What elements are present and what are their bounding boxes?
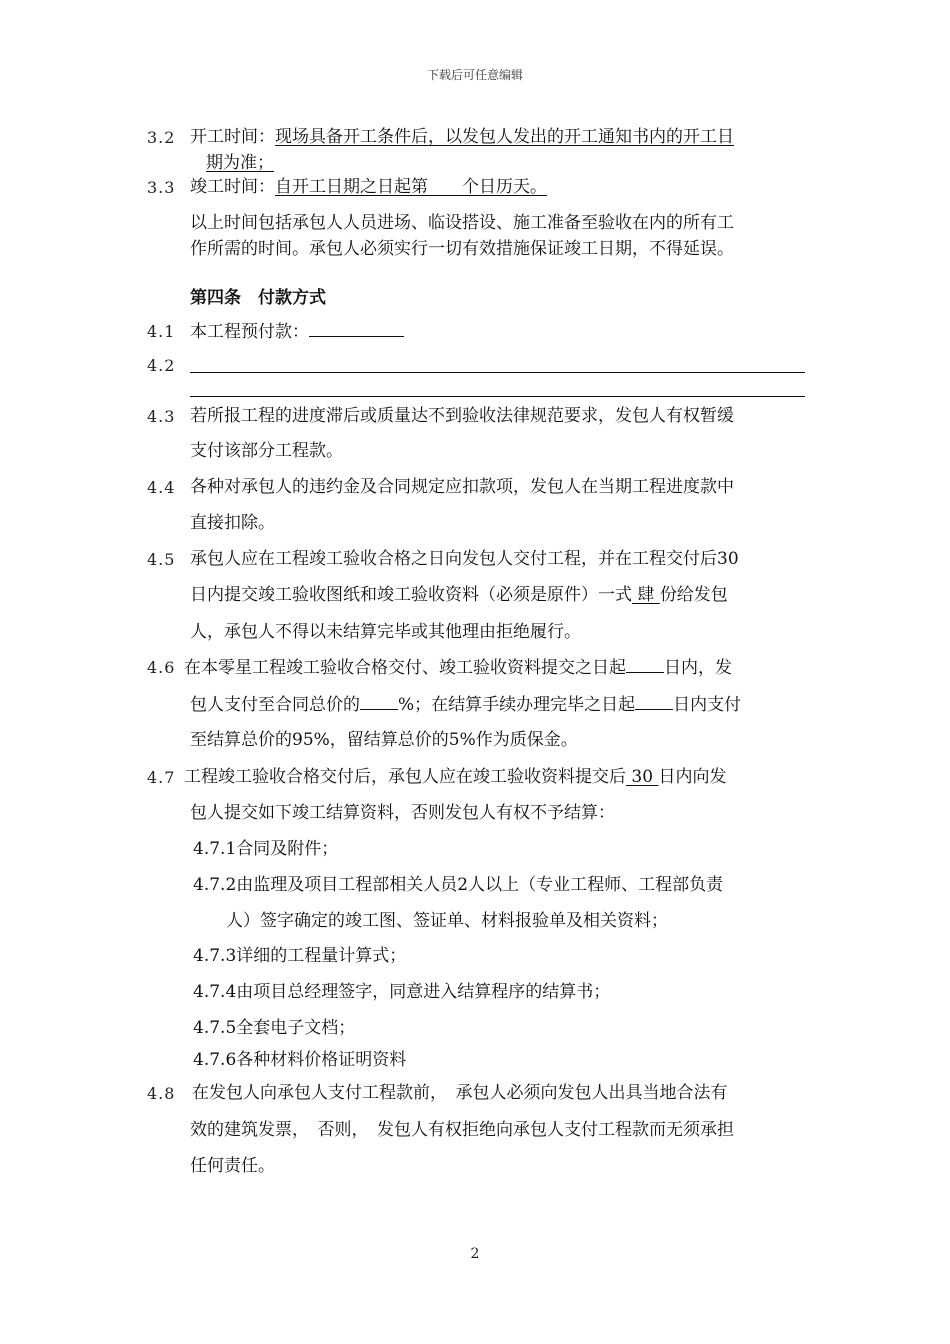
clause-4-6-line2 [190,693,741,716]
clause-4-2-blank-line-1 [190,372,805,373]
clause-4-4-line1: 各种对承包人的违约金及合同规定应扣款项，发包人在当期工程进度款中 [190,477,734,497]
clause-4-6-line2-c: 日内支付 [673,695,742,715]
clause-number-4-7: 4.7 [147,768,176,787]
clause-number-4-4: 4.4 [147,478,176,497]
submission-days-text: 30 [631,767,654,787]
clause-number-4-5: 4.5 [147,550,176,569]
clause-4-4-line2: 直接扣除。 [190,513,275,533]
settlement-days-blank [635,693,673,710]
clause-4-7-line1 [184,766,726,788]
submission-days [626,767,658,787]
clause-4-6-line1-a: 在本零星工程竣工验收合格交付、竣工验收资料提交之日起 [184,658,626,678]
copies-count [632,585,660,605]
clause-4-6-line1-b: 日内，发 [664,658,732,678]
prepayment-blank [309,320,404,337]
copies-count-text: 肆 [637,585,655,605]
clause-4-7-line2: 包人提交如下竣工结算资料，否则发包人有权不予结算： [190,803,615,823]
clause-4-1-line [190,320,404,343]
time-note-line1: 以上时间包括承包人人员进场、临设搭设、施工准备至验收在内的所有工 [190,213,734,233]
clause-4-6-line2-b: %；在结算手续办理完毕之日起 [398,695,636,715]
clause-4-5-line1: 承包人应在工程竣工验收合格之日向发包人交付工程，并在工程交付后30 [190,549,739,569]
clause-4-5-line2-a: 日内提交竣工验收图纸和竣工验收资料（必须是原件）一式 [190,585,632,605]
clause-4-6-line2-a: 包人支付至合同总价的 [190,695,360,715]
clause-3-2-line1 [190,126,734,148]
clause-4-7-line1-b: 日内向发 [658,767,727,787]
clause-3-3-line [190,176,547,198]
clause-number-4-2: 4.2 [147,356,176,375]
clause-3-3-blank [428,177,462,197]
clause-4-6-line1 [184,656,732,679]
article-4-heading: 第四条 付款方式 [190,288,326,308]
clause-4-3-line1: 若所报工程的进度滞后或质量达不到验收法律规范要求，发包人有权暂缓 [190,406,734,426]
sub-clause-4-7-2: 4.7.2由监理及项目工程部相关人员2人以上（专业工程师、工程部负责 [193,875,724,895]
clause-4-8-line3: 任何责任。 [190,1156,275,1176]
page-number: 2 [470,1246,480,1262]
sub-clause-4-7-2-cont: 人）签字确定的竣工图、签证单、材料报验单及相关资料； [226,911,668,931]
clause-4-6-line3: 至结算总价的95%，留结算总价的5%作为质保金。 [190,730,578,750]
acceptance-days-blank [626,656,664,673]
sub-clause-4-7-3: 4.7.3详细的工程量计算式； [193,946,407,966]
clause-4-5-line2 [190,584,728,606]
payment-percent-blank [360,693,398,710]
clause-number-3-3: 3.3 [147,178,176,197]
page-header: 下载后可任意编辑 [426,68,523,82]
sub-clause-4-7-6: 4.7.6各种材料价格证明资料 [193,1050,407,1070]
clause-number-4-6: 4.6 [147,658,176,677]
clause-4-5-line3: 人，承包人不得以未结算完毕或其他理由拒绝履行。 [190,622,581,642]
clause-3-3-text-a: 自开工日期之日起第 [275,177,428,197]
clause-4-1-text: 本工程预付款： [190,322,309,342]
sub-clause-4-7-1: 4.7.1合同及附件； [193,839,339,859]
clause-4-8-line2: 效的建筑发票， 否则， 发包人有权拒绝向承包人支付工程款而无须承担 [190,1120,734,1140]
clause-number-4-1: 4.1 [147,322,176,341]
clause-4-3-line2: 支付该部分工程款。 [190,441,343,461]
clause-number-4-8: 4.8 [147,1084,176,1103]
clause-4-2-blank-line-2 [190,396,805,397]
sub-clause-4-7-4: 4.7.4由项目总经理签字，同意进入结算程序的结算书； [193,982,611,1002]
clause-3-2-label: 开工时间： [190,127,275,147]
clause-3-3-text-b: 个日历天。 [462,177,547,197]
clause-number-3-2: 3.2 [147,128,176,147]
clause-4-8-line1: 在发包人向承包人支付工程款前， 承包人必须向发包人出具当地合法有 [192,1083,728,1103]
clause-3-2-text: 现场具备开工条件后，以发包人发出的开工通知书内的开工日 [275,127,734,147]
clause-3-3-label: 竣工时间： [190,177,275,197]
clause-number-4-3: 4.3 [147,407,176,426]
sub-clause-4-7-5: 4.7.5全套电子文档； [193,1018,356,1038]
clause-4-7-line1-a: 工程竣工验收合格交付后，承包人应在竣工验收资料提交后 [184,767,626,787]
clause-3-2-line2: 期为准； [206,153,274,173]
clause-4-5-line2-b: 份给发包 [659,585,728,605]
time-note-line2: 作所需的时间。承包人必须实行一切有效措施保证竣工日期，不得延误。 [190,239,734,259]
